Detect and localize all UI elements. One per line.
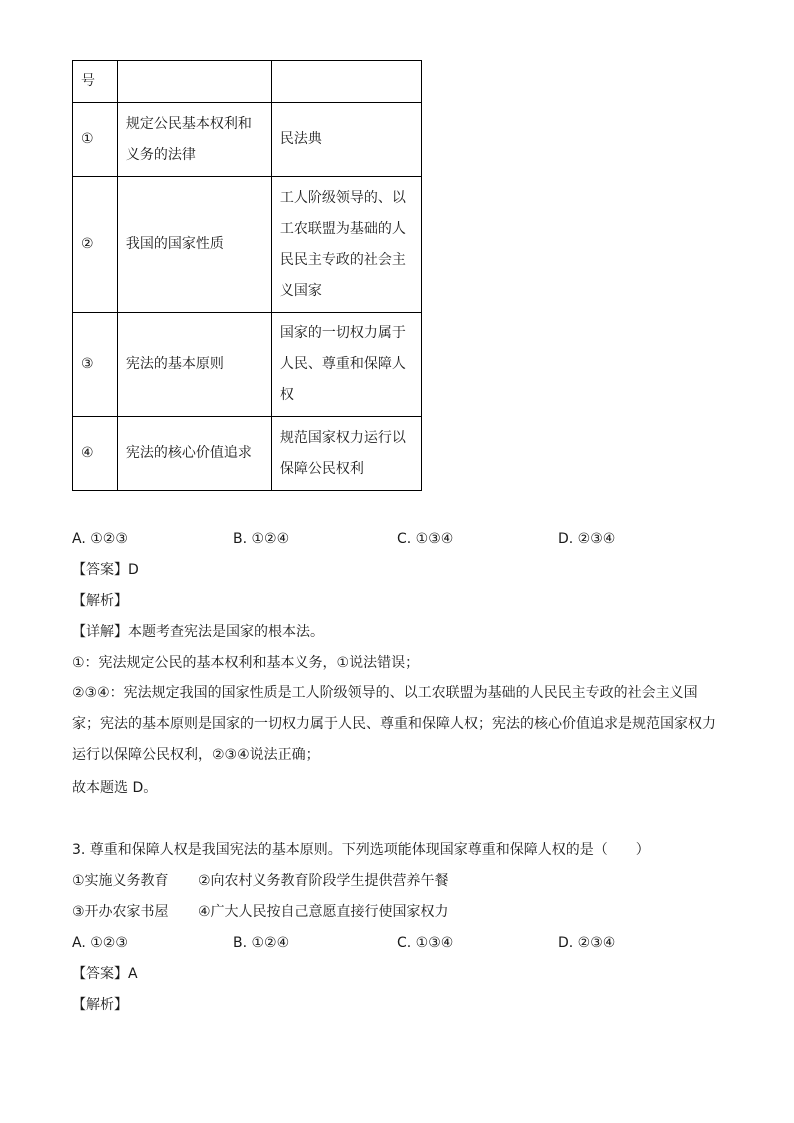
conclusion-line: 故本题选 D。	[72, 780, 158, 796]
table-row	[73, 61, 422, 103]
answer-line: 【答案】A	[72, 966, 138, 982]
table-cell-content: 规范国家权力运行以保障公民权利	[271, 417, 421, 491]
question-table	[72, 60, 422, 491]
option-d: D. ②③④	[558, 935, 616, 951]
table-row	[73, 103, 422, 177]
table-cell-num: 号	[73, 61, 118, 103]
table-cell-content: 民法典	[271, 103, 421, 177]
option-d: D. ②③④	[558, 531, 616, 547]
table-cell-num: ③	[73, 313, 118, 417]
option-b: B. ①②④	[233, 531, 290, 547]
table-row	[73, 313, 422, 417]
option-a: A. ①②③	[72, 935, 128, 951]
table-cell-item	[117, 61, 271, 103]
question-3-item-1: ①实施义务教育	[72, 873, 169, 889]
table-cell-item: 宪法的核心价值追求	[117, 417, 271, 491]
table-row	[73, 177, 422, 313]
table-cell-num: ②	[73, 177, 118, 313]
table-cell-content: 国家的一切权力属于人民、尊重和保障人权	[271, 313, 421, 417]
answer-line: 【答案】D	[72, 562, 139, 578]
option-c: C. ①③④	[397, 935, 454, 951]
explanation-paragraph-2: ②③④：宪法规定我国的国家性质是工人阶级领导的、以工农联盟为基础的人民民主专政的社会主义国家；宪法的基本原则是国家的一切权力属于人民、尊重和保障人权；宪法的核心价值追求是规范国家权力运行以保障公民权利，②③④说法正确；	[72, 685, 716, 763]
table-cell-content	[271, 61, 421, 103]
option-b: B. ①②④	[233, 935, 290, 951]
question-3-stem: 3. 尊重和保障人权是我国宪法的基本原则。下列选项能体现国家尊重和保障人权的是（ ）	[72, 842, 650, 858]
option-a: A. ①②③	[72, 531, 128, 547]
table-row	[73, 417, 422, 491]
explanation-line-1: ①：宪法规定公民的基本权利和基本义务，①说法错误；	[72, 655, 420, 671]
detail-line: 【详解】本题考查宪法是国家的根本法。	[72, 624, 324, 640]
table-cell-num: ④	[73, 417, 118, 491]
table-cell-item: 我国的国家性质	[117, 177, 271, 313]
question-3-item-4: ④广大人民按自己意愿直接行使国家权力	[198, 904, 449, 920]
question-3-item-2: ②向农村义务教育阶段学生提供营养午餐	[198, 873, 449, 889]
question-3-item-3: ③开办农家书屋	[72, 904, 169, 920]
table-cell-item: 规定公民基本权利和义务的法律	[117, 103, 271, 177]
table-cell-item: 宪法的基本原则	[117, 313, 271, 417]
analysis-heading: 【解析】	[72, 997, 128, 1013]
option-c: C. ①③④	[397, 531, 454, 547]
table-cell-num: ①	[73, 103, 118, 177]
table-cell-content: 工人阶级领导的、以工农联盟为基础的人民民主专政的社会主义国家	[271, 177, 421, 313]
analysis-heading: 【解析】	[72, 593, 128, 609]
